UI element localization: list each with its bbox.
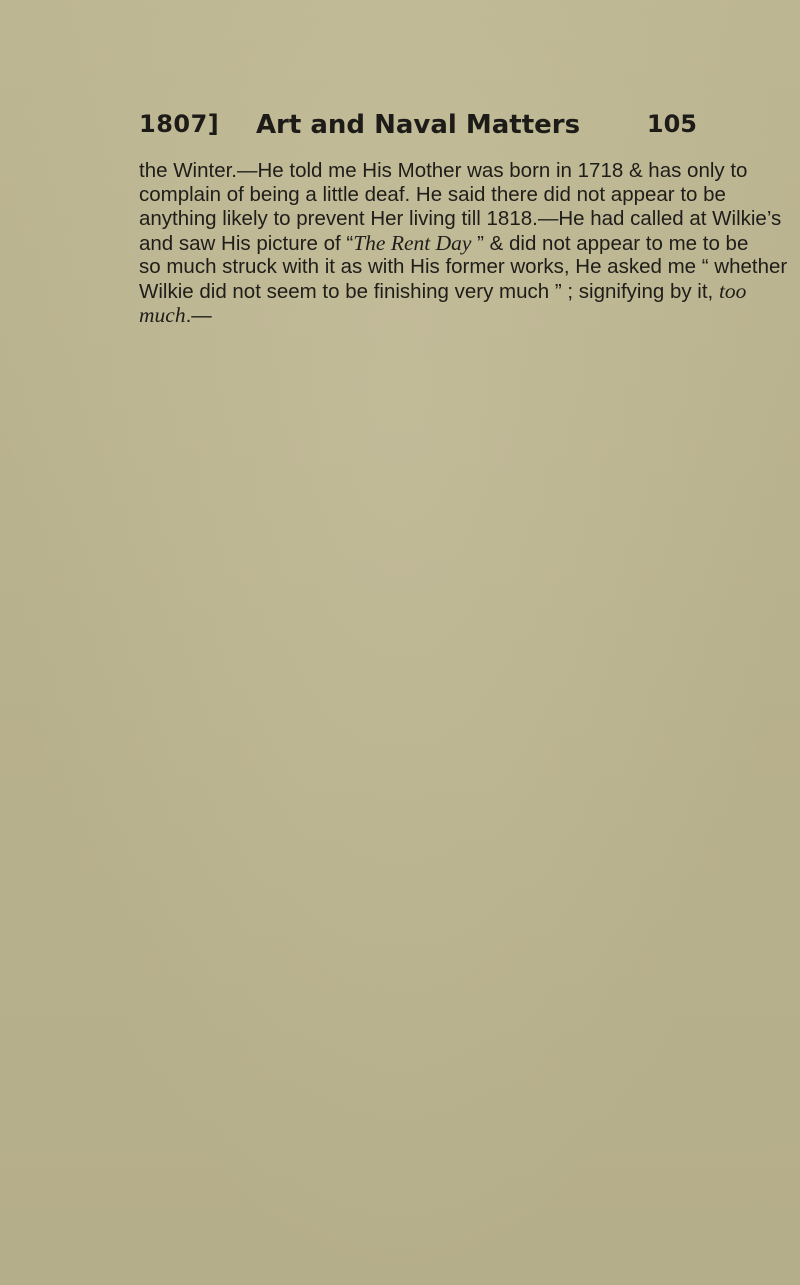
text-line-6: Wilkie did not seem to be finishing very much ” ; signifying by it, too [139, 279, 747, 303]
text-line-7: much.— [139, 303, 212, 327]
text-line-5: so much struck with it as with His former works, He asked me “ whether [139, 255, 788, 278]
text-line-2: complain of being a little deaf. He said there did not appear to be [139, 183, 726, 206]
italic-title-rent-day: The Rent Day [353, 231, 472, 255]
header-title: Art and Naval Matters [255, 110, 581, 140]
text-line-3: anything likely to prevent Her living till 1818.—He had called at Wilkie’s [139, 207, 782, 230]
running-header [139, 110, 697, 150]
italic-much: much [139, 303, 186, 327]
body-paragraph [139, 159, 788, 327]
page-number: 105 [646, 110, 697, 138]
italic-too: too [718, 279, 747, 303]
header-year: 1807] [139, 110, 220, 138]
text-line-1: the Winter.—He told me His Mother was born in 1718 & has only to [139, 159, 748, 182]
text-line-4: and saw His picture of “The Rent Day ” & did not appear to me to be [139, 231, 749, 255]
